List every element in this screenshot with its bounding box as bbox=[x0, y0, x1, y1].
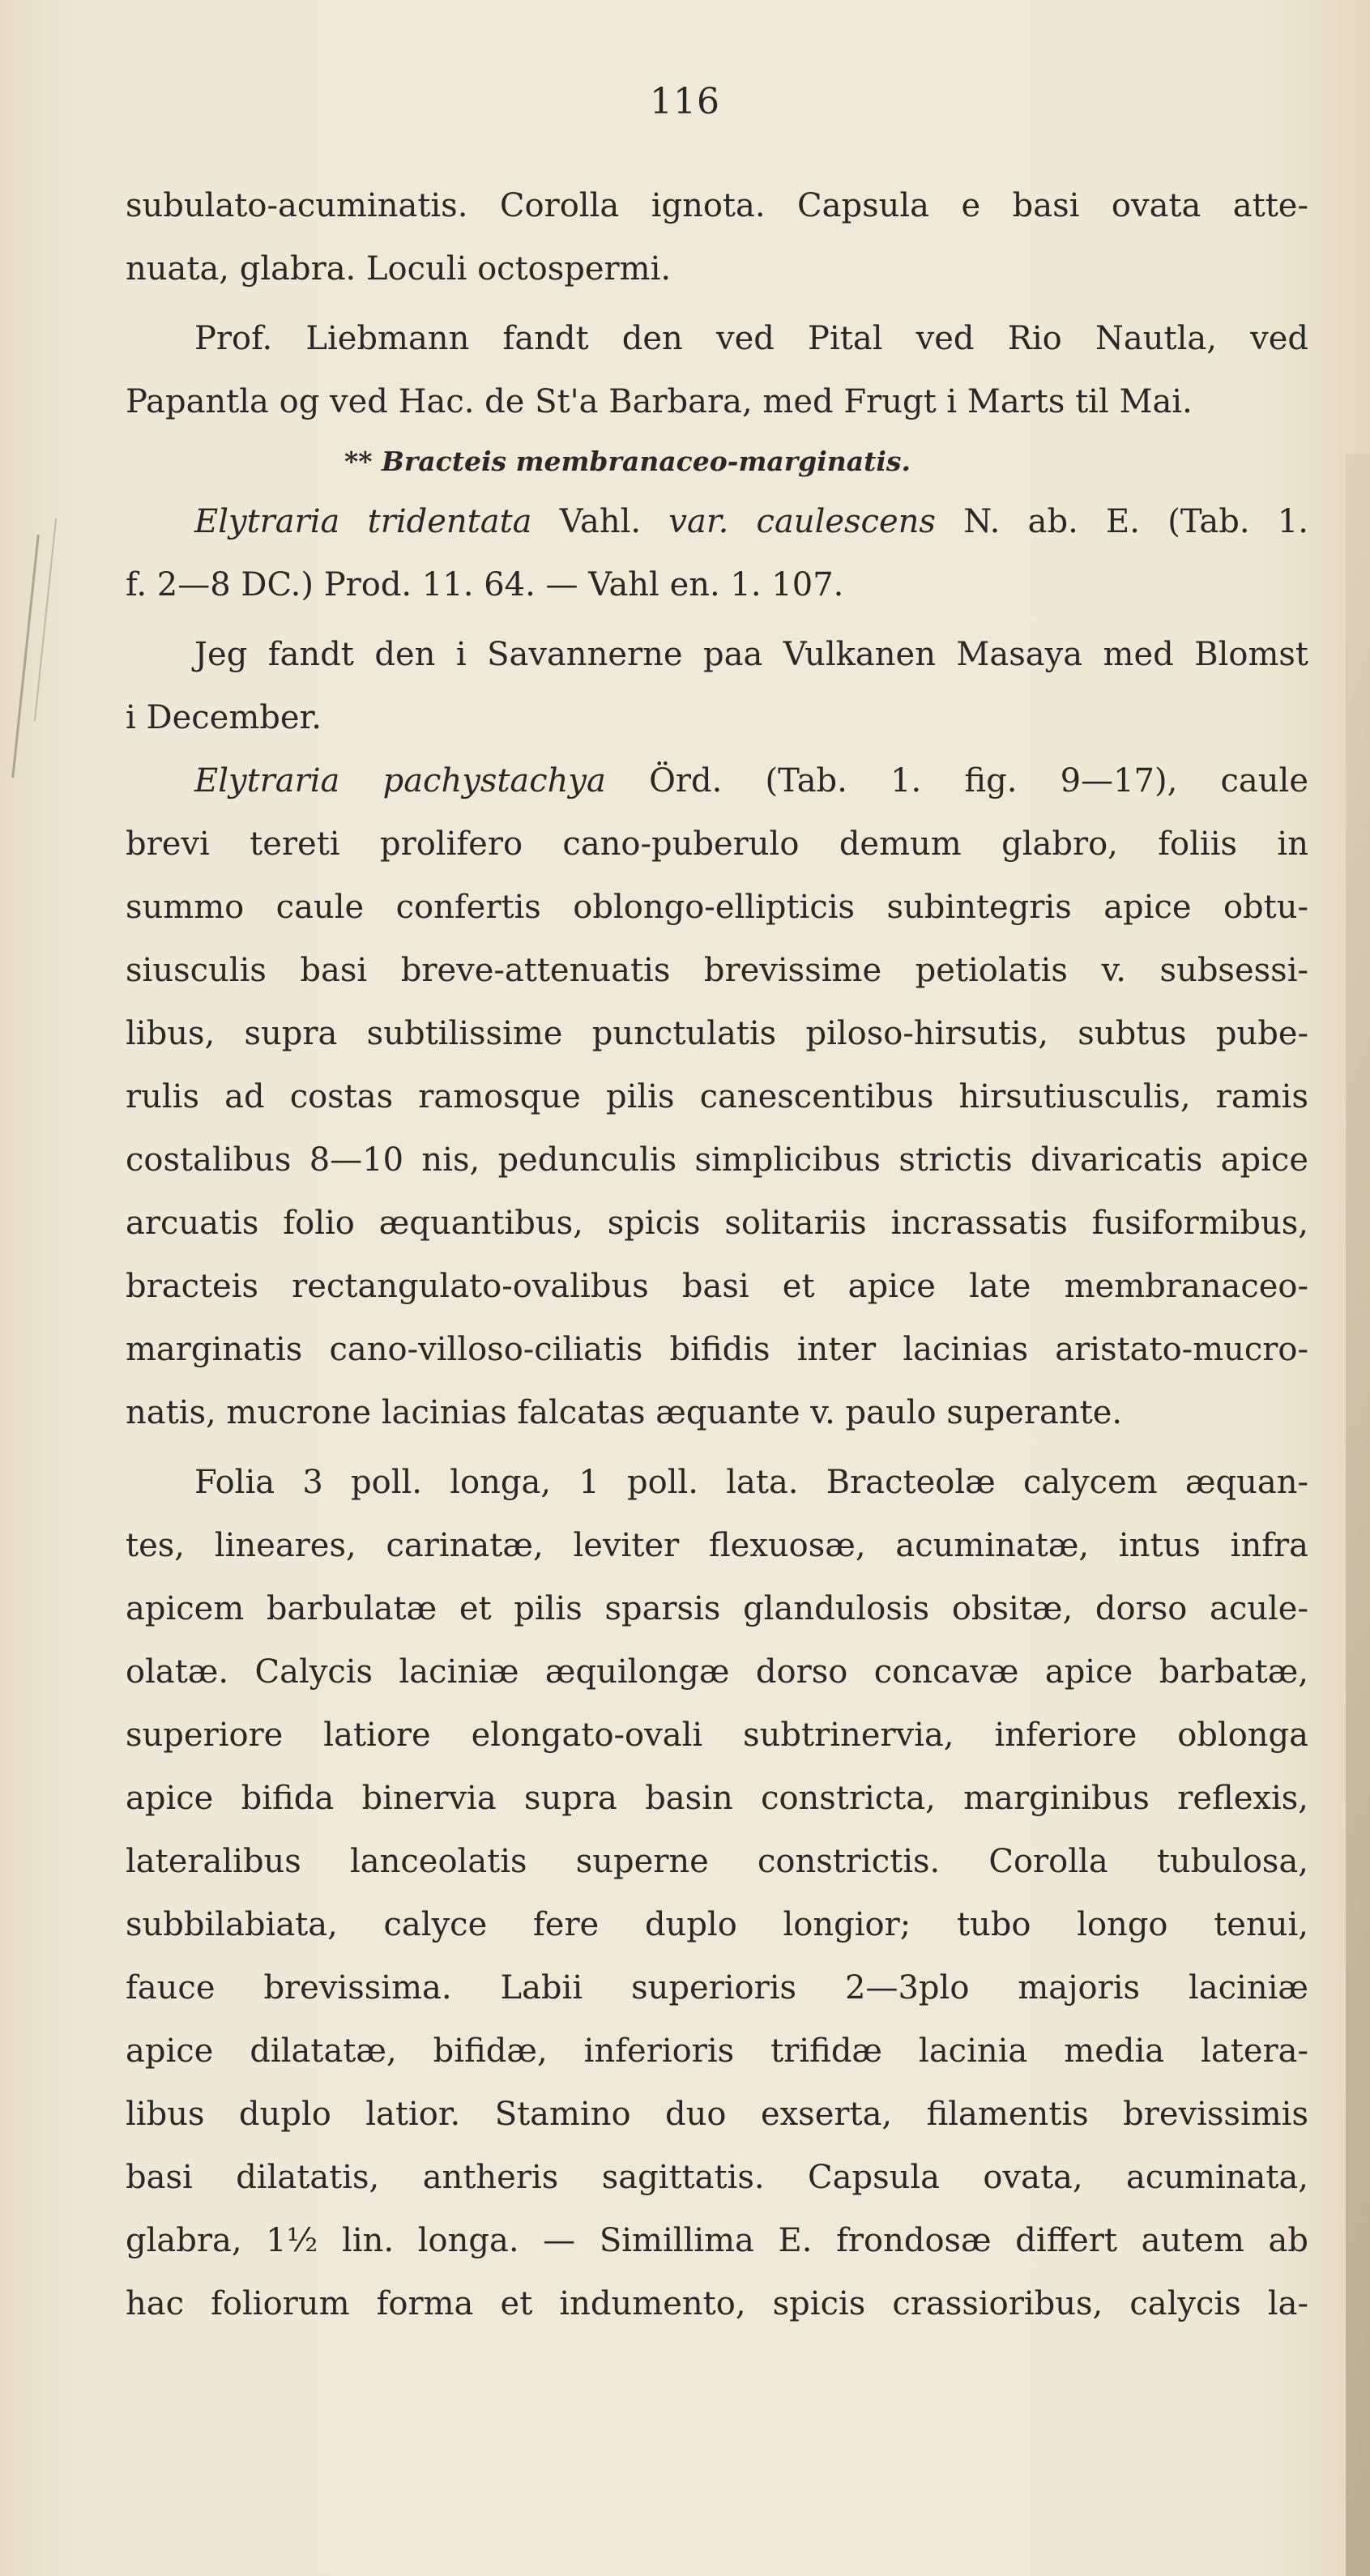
text-span: Örd. (Tab. 1. fig. 9—17), caule bbox=[605, 762, 1308, 800]
text-line: marginatis cano-villoso-ciliatis bifidis inter lacinias aristato-mucro- bbox=[126, 1331, 1308, 1368]
text-line: apice dilatatæ, bifidæ, inferioris trifidæ lacinia media latera- bbox=[126, 2032, 1308, 2070]
text-line: Papantla og ved Hac. de St'a Barbara, med Frugt i Marts til Mai. bbox=[126, 383, 1193, 420]
text-line: i December. bbox=[126, 699, 322, 736]
text-line: natis, mucrone lacinias falcatas æquante v. paulo superante. bbox=[126, 1394, 1123, 1431]
text-line: lateralibus lanceolatis superne constrictis. Corolla tubulosa, bbox=[126, 1843, 1308, 1880]
page-number: 116 bbox=[650, 81, 720, 122]
text-line: apicem barbulatæ et pilis sparsis glandulosis obsitæ, dorso acule- bbox=[126, 1590, 1308, 1627]
text-line: nuata, glabra. Loculi octospermi. bbox=[126, 250, 672, 288]
text-line: Jeg fandt den i Savannerne paa Vulkanen Masaya med Blomst bbox=[194, 636, 1308, 673]
page-edge-shadow bbox=[1346, 454, 1370, 2576]
text-span: N. ab. E. (Tab. 1. bbox=[935, 503, 1308, 540]
text-line: tes, lineares, carinatæ, leviter flexuosæ, acuminatæ, intus infra bbox=[126, 1527, 1308, 1564]
text-line: costalibus 8—10 nis, pedunculis simplicibus strictis divaricatis apice bbox=[126, 1141, 1308, 1179]
text-line: fauce brevissima. Labii superioris 2—3plo majoris laciniæ bbox=[126, 1969, 1308, 2007]
text-line: Prof. Liebmann fandt den ved Pital ved Rio Nautla, ved bbox=[194, 320, 1308, 357]
text-line: f. 2—8 DC.) Prod. 11. 64. — Vahl en. 1. 107. bbox=[126, 566, 844, 603]
section-subheading: ** Bracteis membranaceo-marginatis. bbox=[344, 446, 911, 477]
species-name: Elytraria pachystachya bbox=[194, 762, 606, 800]
text-line: arcuatis folio æquantibus, spicis solitariis incrassatis fusiformibus, bbox=[126, 1205, 1308, 1242]
text-line: superiore latiore elongato-ovali subtrinervia, inferiore oblonga bbox=[126, 1717, 1308, 1754]
text-line: subbilabiata, calyce fere duplo longior; tubo longo tenui, bbox=[126, 1906, 1308, 1943]
text-line: siusculis basi breve-attenuatis brevissime petiolatis v. subsessi- bbox=[126, 952, 1308, 989]
text-line: olatæ. Calycis laciniæ æquilongæ dorso concavæ apice barbatæ, bbox=[126, 1653, 1308, 1691]
text-line: apice bifida binervia supra basin constricta, marginibus reflexis, bbox=[126, 1780, 1308, 1817]
text-line: subulato-acuminatis. Corolla ignota. Capsula e basi ovata atte- bbox=[126, 187, 1308, 224]
text-line: Folia 3 poll. longa, 1 poll. lata. Bracteolæ calycem æquan- bbox=[194, 1464, 1308, 1501]
text-line: rulis ad costas ramosque pilis canescentibus hirsutiusculis, ramis bbox=[126, 1078, 1308, 1115]
species-name: Elytraria tridentata bbox=[194, 503, 532, 540]
text-line: glabra, 1½ lin. longa. — Simillima E. frondosæ differt autem ab bbox=[126, 2222, 1308, 2259]
text-line: bracteis rectangulato-ovalibus basi et apice late membranaceo- bbox=[126, 1268, 1308, 1305]
text-line: basi dilatatis, antheris sagittatis. Capsula ovata, acuminata, bbox=[126, 2159, 1308, 2196]
variety-name: var. caulescens bbox=[668, 503, 936, 540]
body-text bbox=[126, 174, 1308, 2335]
text-line bbox=[126, 749, 1308, 812]
text-line bbox=[126, 490, 1308, 553]
text-line: libus, supra subtilissime punctulatis piloso-hirsutis, subtus pube- bbox=[126, 1015, 1308, 1052]
text-line: libus duplo latior. Stamino duo exserta, filamentis brevissimis bbox=[126, 2096, 1308, 2133]
text-line: hac foliorum forma et indumento, spicis crassioribus, calycis la- bbox=[126, 2285, 1308, 2322]
text-span: Vahl. bbox=[531, 503, 669, 540]
text-line: brevi tereti prolifero cano-puberulo demum glabro, foliis in bbox=[126, 825, 1308, 863]
text-line: summo caule confertis oblongo-ellipticis subintegris apice obtu- bbox=[126, 889, 1308, 926]
